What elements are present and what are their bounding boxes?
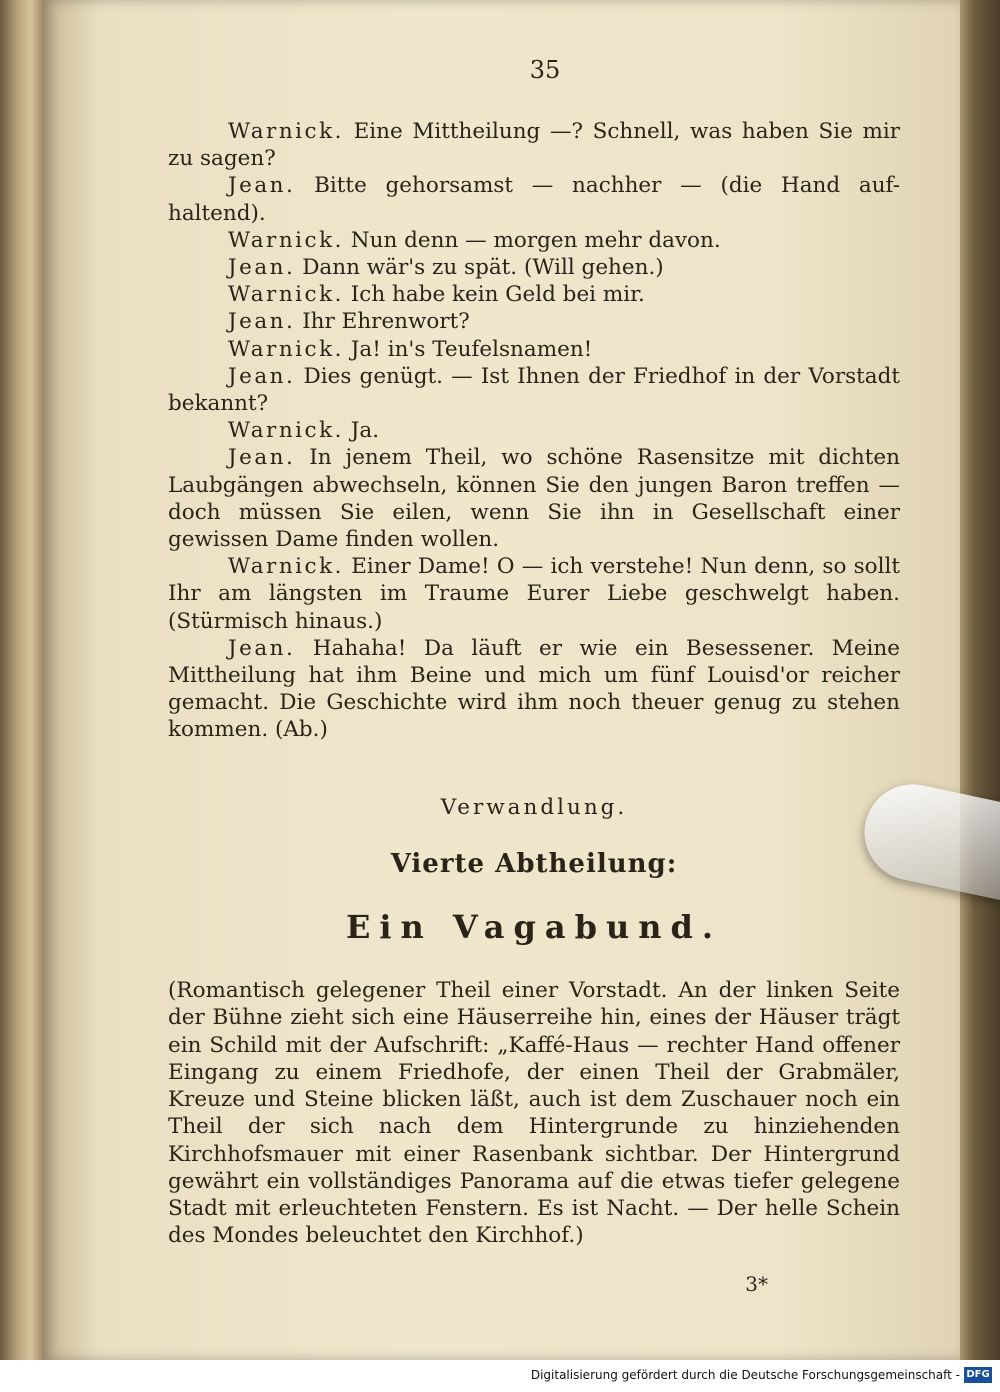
dialogue-line: [168, 118, 900, 172]
speaker-name: Jean.: [228, 363, 296, 389]
dialogue-line: [168, 281, 900, 308]
dfg-logo-icon: DFG: [964, 1367, 992, 1383]
dialogue-line: [168, 308, 900, 335]
dialogue-text: In jenem Theil, wo schöne Rasensitze mit dichten Laubgängen abwechseln, können Sie den jungen Baron treffen — doch müssen Sie eilen, wenn Sie ihn in Gesellschaft einer gewissen Dame finden wollen.: [168, 445, 900, 553]
dialogue-text: Nun denn — morgen mehr davon.: [350, 227, 721, 253]
dialogue-line: [168, 635, 900, 744]
digitization-footer: [0, 1360, 1000, 1392]
speaker-name: Warnick.: [228, 418, 344, 444]
stage-direction: (Romantisch gelegener Theil einer Vorstadt. An der linken Seite der Bühne zieht sich eine Häuserreihe hin, eines der Häuser trägt ein Schild mit der Aufschrift: „Kaffé-Haus — rechter Hand offener Eingang zu einem Friedhofe, der einen Theil der Grabmäler, Kreuze und Steine blicken läßt, auch ist dem Zuschauer noch ein Theil der sich nach dem Hintergrunde zu hinziehenden Kirchhofsmauer mit einer Rasenbank sichtbar. Der Hintergrund gewährt ein vollständiges Panorama auf die etwas tiefer gelegene Stadt mit erleuchteten Fenstern. Es ist Nacht. — Der helle Schein des Mondes beleuchtet den Kirchhof.): [168, 978, 900, 1249]
act-heading: Vierte Abtheilung:: [390, 848, 678, 879]
dialogue-text: Hahaha! Da läuft er wie ein Besessener. Meine Mittheilung hat ihm Beine und mich um fünf Louisd'or reicher gemacht. Die Geschichte wird ihm noch theuer genug zu stehen kommen. (Ab.): [168, 635, 900, 743]
speaker-name: Warnick.: [228, 282, 344, 308]
dialogue-text: Eine Mittheilung —? Schnell, was haben Sie mir zu sagen?: [168, 119, 900, 172]
act-title: Ein Vagabund.: [345, 908, 723, 947]
dialogue-line: [168, 417, 900, 444]
dialogue-line: [168, 254, 900, 281]
dialogue-text: Dann wär's zu spät. (Will gehen.): [302, 255, 664, 281]
dialogue-line: [168, 553, 900, 635]
scene-change-heading: Verwandlung.: [440, 794, 628, 820]
dialogue-line: [168, 444, 900, 553]
left-page-edge: [0, 0, 44, 1392]
speaker-name: Warnick.: [228, 554, 344, 580]
dialogue-text: Ja.: [350, 418, 380, 444]
dialogue-text: Einer Dame! O — ich verstehe! Nun denn, so sollt Ihr am längsten im Traume Eurer Liebe geschwelgt haben. (Stürmisch hinaus.): [168, 554, 900, 634]
speaker-name: Warnick.: [228, 227, 344, 253]
footer-credit: Digitalisierung gefördert durch die Deutsche Forschungsgemeinschaft -: [530, 1368, 960, 1382]
dialogue-line: [168, 336, 900, 363]
dialogue-text: Ja! in's Teufelsnamen!: [350, 336, 593, 362]
dialogue-line: [168, 172, 900, 226]
speaker-name: Jean.: [228, 255, 296, 281]
page-text: [168, 118, 900, 1249]
dialogue-text: Dies genügt. — Ist Ihnen der Friedhof in der Vorstadt bekannt?: [168, 363, 900, 417]
speaker-name: Warnick.: [228, 336, 344, 362]
page-number: 35: [529, 56, 561, 84]
right-page-edge: [960, 0, 1000, 1360]
speaker-name: Jean.: [228, 635, 296, 661]
dialogue-text: Ihr Ehrenwort?: [302, 309, 470, 335]
printer-signature: 3*: [745, 1272, 768, 1296]
dialogue-text: Ich habe kein Geld bei mir.: [350, 282, 645, 308]
dialogue-text: Bitte gehorsamst — nachher — (die Hand auf-haltend).: [168, 173, 900, 226]
speaker-name: Jean.: [228, 173, 296, 199]
dialogue-line: [168, 363, 900, 417]
dialogue-line: [168, 227, 900, 254]
speaker-name: Jean.: [228, 309, 296, 335]
speaker-name: Warnick.: [228, 119, 344, 144]
speaker-name: Jean.: [228, 445, 296, 471]
